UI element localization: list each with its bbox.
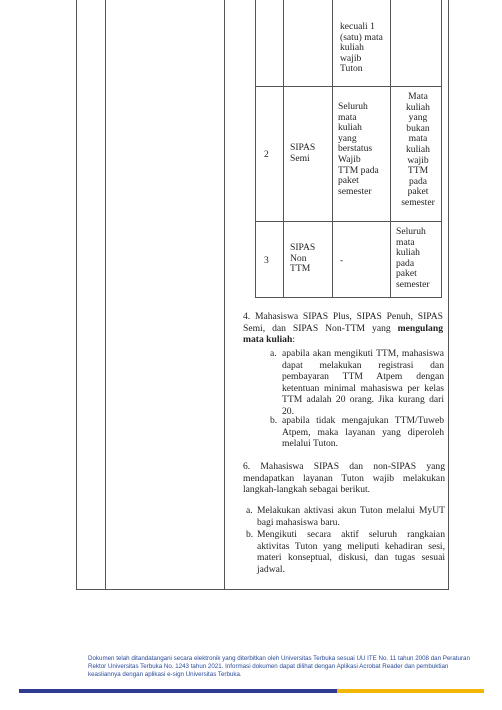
item-4-number: 4. <box>243 311 251 322</box>
table-row-2-no: 2 <box>264 149 269 160</box>
inner-table-col <box>332 0 333 298</box>
item-4-text: Mahasiswa SIPAS Plus, SIPAS Penuh, SIPAS Semi, dan SIPAS Non-TTM yang <box>243 311 443 334</box>
outer-left-border <box>76 0 77 590</box>
bottom-border <box>76 589 449 590</box>
inner-row-border <box>255 86 442 87</box>
table-row-2-type: SIPAS Semi <box>290 142 316 164</box>
table-row-3-col3: - <box>340 255 344 266</box>
item-4-sub-b-text: apabila tidak mengajukan TTM/Tuweb Atpem, maka layanan yang diperoleh melalui Tuton. <box>282 415 444 450</box>
table-row-3-type: SIPAS Non TTM <box>290 242 316 275</box>
inner-table-left <box>255 0 256 298</box>
footer-bar-yellow <box>337 689 484 693</box>
inner-table-right <box>441 0 442 298</box>
item-4-bold: mengulang mata kuliah <box>243 322 443 346</box>
item-4-sub-a-text: apabila akan mengikuti TTM, mahasiswa dapat melakukan registrasi dan pembayaran TTM Atpem dengan ketentuan minimal mahasiswa per kelas TTM adalah 20 orang. Jika kurang dari 20. <box>282 348 444 417</box>
inner-row-border <box>255 221 442 222</box>
inner-table-col <box>283 0 284 298</box>
signature-footer-note: Dokumen telah ditandatangani secara elektronik yang diterbitkan oleh Universitas Terbuka sesuai UU ITE No. 11 tahun 2008 dan Peraturan Rektor Universitas Terbuka No. 1243 tahun 2021. Informasi dokumen dapat dilihat dengan Aplikasi Acrobat Reader dan pembuktian keasliannya dengan aplikasi e-sign Universitas Terbuka. <box>88 655 470 678</box>
item-6-sub-b-label: b. <box>246 529 254 540</box>
table-row-2-col3: Seluruh mata kuliah yang berstatus Wajib TTM pada paket semester <box>338 101 379 197</box>
item-6-paragraph: 6. Mahasiswa SIPAS dan non-SIPAS yang mendapatkan layanan Tuton wajib melakukan langkah-langkah sebagai berikut. <box>243 461 445 496</box>
item-4-colon: : <box>292 334 295 346</box>
table-row-3-col4: Seluruh mata kuliah pada paket semester <box>396 226 430 290</box>
item-6-sub-b-text: Mengikuti secara aktif seluruh rangkaian aktivitas Tuton yang meliputi kehadiran sesi, materi konseptual, diskusi, dan tugas sesuai jadwal. <box>257 529 445 575</box>
footer-bar-blue <box>19 689 337 693</box>
item-4-sub-b-label: b. <box>270 415 278 426</box>
outer-right-border <box>448 0 449 590</box>
table-cell-top-col3: kecuali 1 (satu) mata kuliah wajib Tuton <box>340 21 383 75</box>
item-4-paragraph <box>243 311 443 346</box>
item-6-sub-a-text: Melakukan aktivasi akun Tuton melalui MyUT bagi mahasiswa baru. <box>257 505 445 528</box>
column-divider <box>224 0 225 590</box>
inner-row-border <box>255 297 442 298</box>
inner-table-col <box>390 0 391 298</box>
table-row-3-no: 3 <box>264 255 269 266</box>
item-6-sub-a-label: a. <box>246 505 253 516</box>
table-row-2-col4: Mata kuliah yang bukan mata kuliah wajib TTM pada paket semester <box>401 91 435 208</box>
item-4-sub-a-label: a. <box>270 348 277 359</box>
column-divider <box>105 0 106 590</box>
